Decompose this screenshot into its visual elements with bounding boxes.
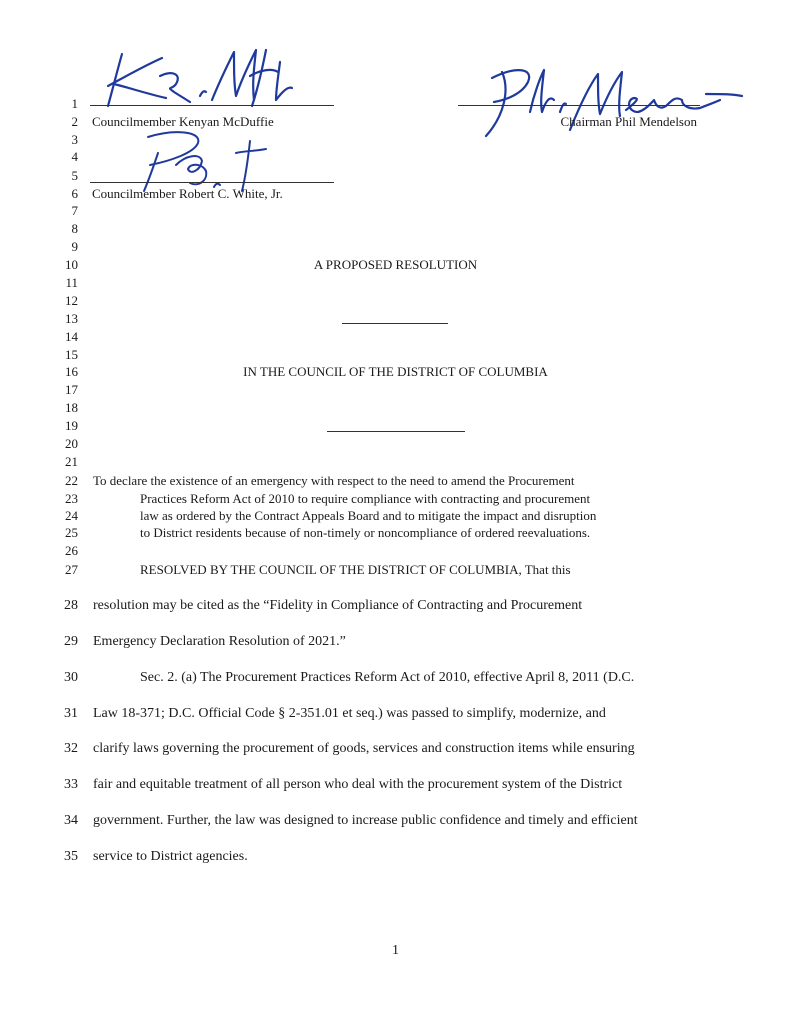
signature-line-right-1 <box>458 105 700 106</box>
line-number: 2 <box>71 114 78 129</box>
line-number: 13 <box>65 311 78 326</box>
line-number: 6 <box>71 186 78 201</box>
signature-mcduffie <box>100 40 300 112</box>
line-number: 4 <box>71 149 78 164</box>
line-number: 16 <box>65 364 78 379</box>
signature-line-left-2 <box>90 182 334 183</box>
resolved-clause: RESOLVED BY THE COUNCIL OF THE DISTRICT OF COLUMBIA, That this <box>140 562 571 577</box>
line-number: 26 <box>65 543 78 558</box>
line-number: 10 <box>65 257 78 272</box>
line-number: 25 <box>65 525 78 540</box>
line-number: 34 <box>64 813 78 828</box>
signer-mendelson: Chairman Phil Mendelson <box>560 114 697 129</box>
separator-rule-2 <box>327 431 465 432</box>
line-number: 5 <box>71 168 78 183</box>
body-line: Emergency Declaration Resolution of 2021.” <box>93 634 346 649</box>
purpose-line: to District residents because of non-timely or noncompliance of ordered reevaluations. <box>140 525 591 540</box>
body-line: service to District agencies. <box>93 849 248 864</box>
line-number: 19 <box>65 418 78 433</box>
line-number: 1 <box>71 96 78 111</box>
line-number: 7 <box>71 203 78 218</box>
line-number: 35 <box>64 849 78 864</box>
body-line: clarify laws governing the procurement of goods, services and construction items while ensuring <box>93 741 635 756</box>
line-number: 9 <box>71 239 78 254</box>
line-number: 31 <box>64 706 78 721</box>
line-number: 33 <box>64 777 78 792</box>
line-number: 27 <box>65 562 78 577</box>
line-number: 24 <box>65 508 78 523</box>
signer-white: Councilmember Robert C. White, Jr. <box>92 186 283 201</box>
line-number: 14 <box>65 329 78 344</box>
line-number: 32 <box>64 741 78 756</box>
council-heading: IN THE COUNCIL OF THE DISTRICT OF COLUMBIA <box>243 364 548 379</box>
line-number: 28 <box>64 598 78 613</box>
body-line: resolution may be cited as the “Fidelity in Compliance of Contracting and Procurement <box>93 598 583 613</box>
line-number: 18 <box>65 400 78 415</box>
body-line: government. Further, the law was designed to increase public confidence and timely and efficient <box>93 813 638 828</box>
line-number: 17 <box>65 382 78 397</box>
line-number: 21 <box>65 454 78 469</box>
line-number: 30 <box>64 670 78 685</box>
line-number: 23 <box>65 491 78 506</box>
purpose-line: law as ordered by the Contract Appeals Board and to mitigate the impact and disruption <box>140 508 597 523</box>
line-number: 3 <box>71 132 78 147</box>
body-line: Sec. 2. (a) The Procurement Practices Reform Act of 2010, effective April 8, 2011 (D.C. <box>140 670 635 685</box>
signature-line-left-1 <box>90 105 334 106</box>
line-number: 11 <box>65 275 78 290</box>
line-number: 8 <box>71 221 78 236</box>
line-number: 15 <box>65 347 78 362</box>
line-number: 29 <box>64 634 78 649</box>
body-line: Law 18-371; D.C. Official Code § 2-351.01 et seq.) was passed to simplify, modernize, and <box>93 706 606 721</box>
line-number: 20 <box>65 436 78 451</box>
page-number: 1 <box>392 943 399 958</box>
body-line: fair and equitable treatment of all person who deal with the procurement system of the District <box>93 777 623 792</box>
separator-rule-1 <box>342 323 448 324</box>
purpose-line: To declare the existence of an emergency with respect to the need to amend the Procurement <box>93 473 575 488</box>
document-type-heading: A PROPOSED RESOLUTION <box>313 257 478 272</box>
signer-mcduffie: Councilmember Kenyan McDuffie <box>92 114 274 129</box>
purpose-line: Practices Reform Act of 2010 to require compliance with contracting and procurement <box>140 491 591 506</box>
line-number: 22 <box>65 473 78 488</box>
line-number: 12 <box>65 293 78 308</box>
